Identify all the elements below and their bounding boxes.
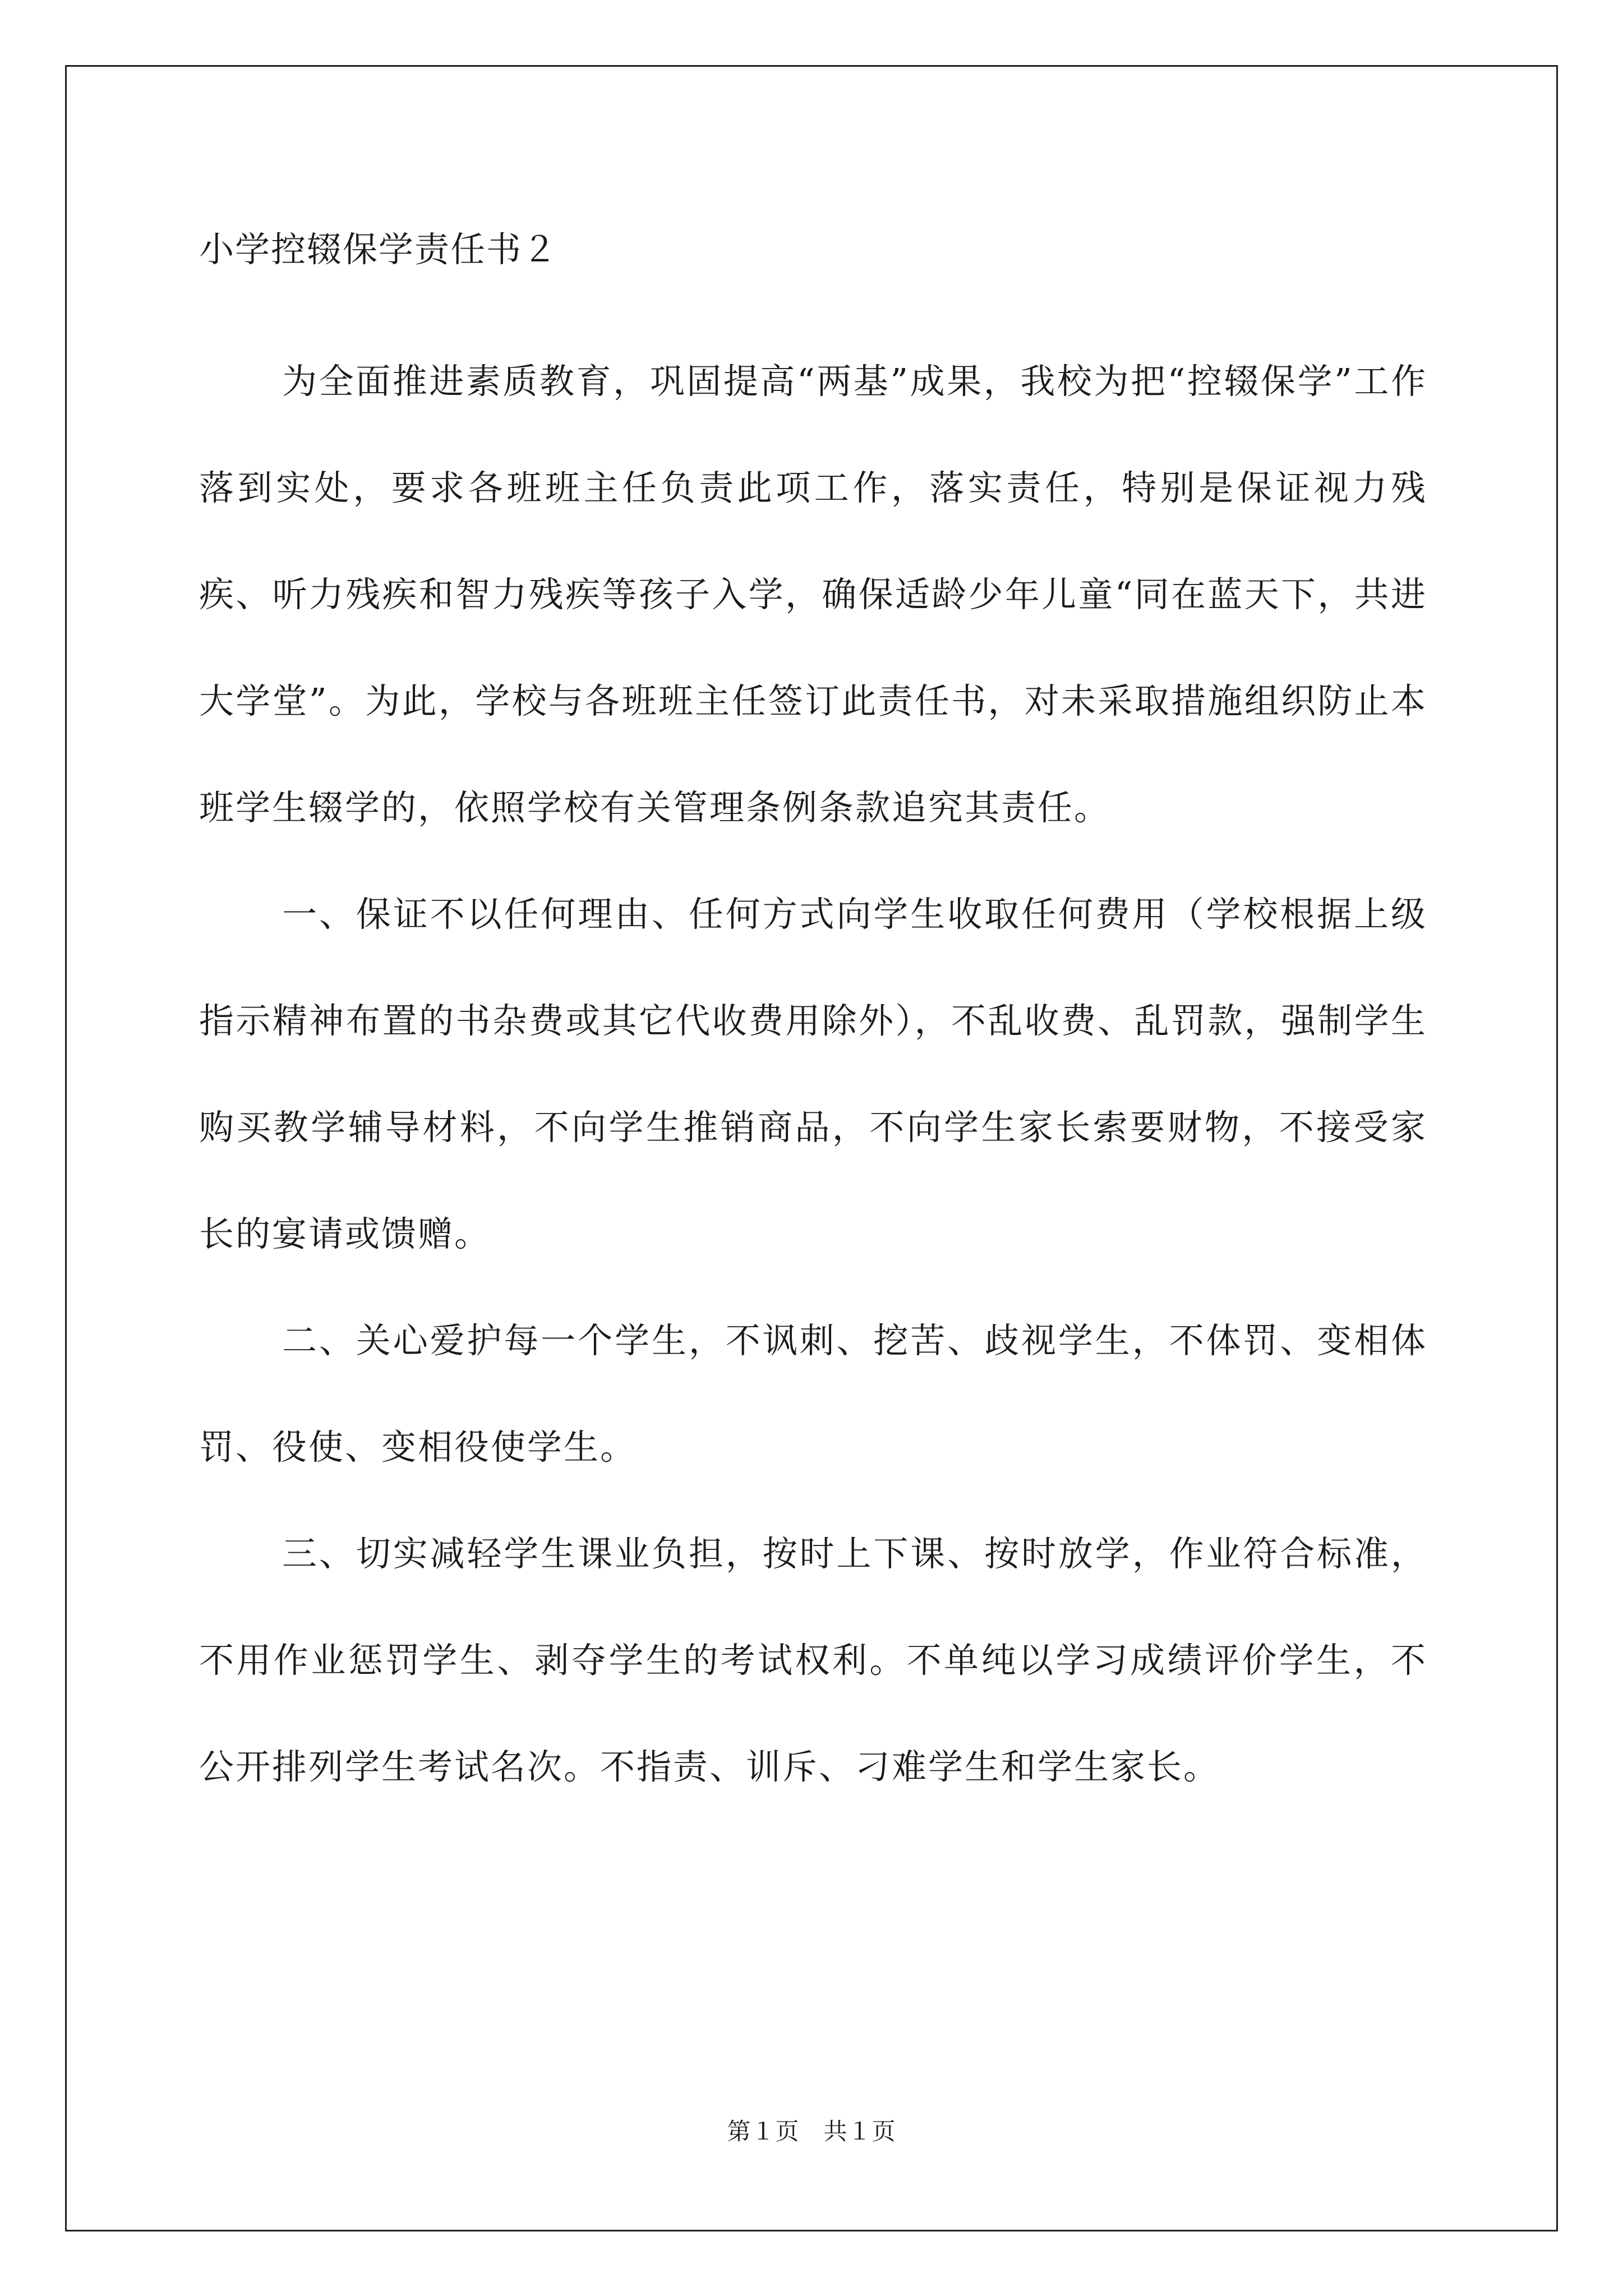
paragraph-item-1: 一、保证不以任何理由、任何方式向学生收取任何费用（学校根据上级指示精神布置的书杂费或其它代收费用除外），不乱收费、乱罚款，强制学生购买教学辅导材料，不向学生推销商品，不向学生家长索要财物，不接受家长的宴请或馈赠。 (199, 894, 1427, 1254)
paragraph-intro: 为全面推进素质教育，巩固提高“两基”成果，我校为把“控辍保学”工作落到实处，要求各班班主任负责此项工作，落实责任，特别是保证视力残疾、听力残疾和智力残疾等孩子入学，确保适龄少年儿童“同在蓝天下，共进大学堂”。为此，学校与各班班主任签订此责任书，对未采取措施组织防止本班学生辍学的，依照学校有关管理条例条款追究其责任。 (199, 361, 1427, 828)
page-number-footer: 第１页 共１页 (727, 2118, 896, 2145)
document-title: 小学控辍保学责任书２ (199, 229, 559, 270)
paragraph-item-2: 二、关心爱护每一个学生，不讽刺、挖苦、歧视学生，不体罚、变相体罚、役使、变相役使学生。 (199, 1320, 1427, 1467)
document-body (199, 222, 1427, 1820)
paragraph-item-3: 三、切实减轻学生课业负担，按时上下课、按时放学，作业符合标准，不用作业惩罚学生、剥夺学生的考试权利。不单纯以学习成绩评价学生，不公开排列学生考试名次。不指责、训斥、刁难学生和学生家长。 (199, 1533, 1427, 1787)
